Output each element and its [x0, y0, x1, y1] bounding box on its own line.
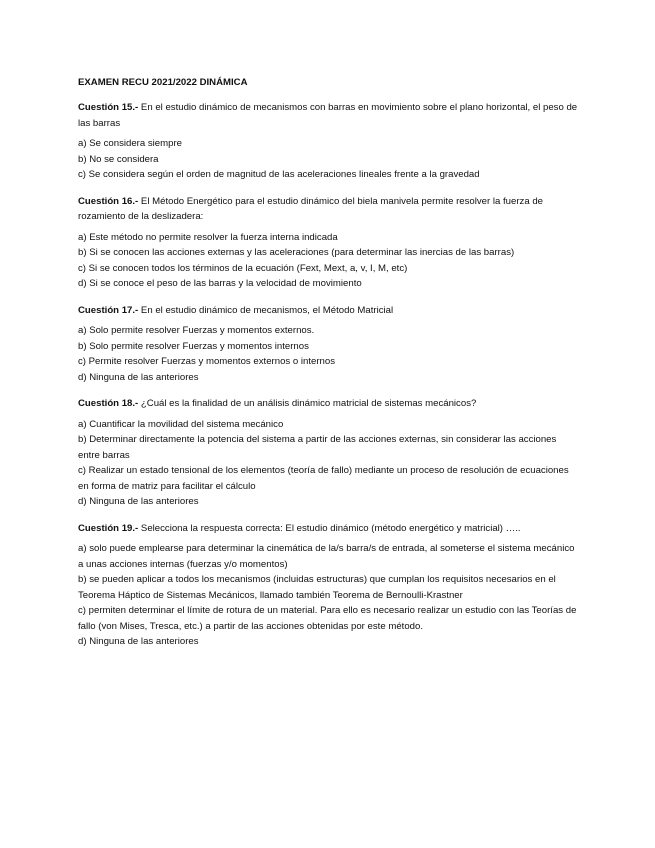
option-d: d) Ninguna de las anteriores	[78, 496, 199, 507]
question-label: Cuestión 17.-	[78, 304, 139, 316]
question-16	[78, 194, 578, 292]
option-a: a) Se considera siempre	[78, 138, 182, 149]
option-b: b) No se considera	[78, 153, 159, 165]
question-stem	[78, 521, 578, 537]
question-label: Cuestión 16.-	[78, 195, 139, 207]
option-c: c) permiten determinar el límite de rotura de un material. Para ello es necesario realizar un estudio con las Teorías de fallo (von Mises, Tresca, etc.) a partir de las acciones obtenidas por este método.	[78, 605, 577, 632]
question-stem	[78, 396, 578, 412]
question-label: Cuestión 19.-	[78, 522, 139, 534]
option-b: b) se pueden aplicar a todos los mecanismos (incluidas estructuras) que cumplan los requisitos necesarios en el Teorema Háptico de Sistemas Mecánicos, llamado también Teorema de Bernoulli-Krastner	[78, 574, 556, 601]
option-c: c) Se considera según el orden de magnitud de las aceleraciones lineales frente a la gravedad	[78, 169, 480, 180]
question-18	[78, 396, 578, 510]
question-label: Cuestión 18.-	[78, 398, 139, 409]
exam-title: EXAMEN RECU 2021/2022 DINÁMICA	[78, 77, 248, 88]
question-15	[78, 100, 578, 183]
option-a: a) Cuantificar la movilidad del sistema mecánico	[78, 418, 284, 430]
option-c: c) Si se conocen todos los términos de la ecuación (Fext, Mext, a, v, I, M, etc)	[78, 262, 408, 274]
question-label: Cuestión 15.-	[78, 102, 139, 113]
question-17	[78, 303, 578, 386]
question-stem	[78, 100, 578, 131]
question-text: En el estudio dinámico de mecanismos con barras en movimiento sobre el plano horizontal, el peso de las barras	[78, 102, 578, 129]
question-text: En el estudio dinámico de mecanismos, el Método Matricial	[138, 304, 394, 316]
question-text: ¿Cuál es la finalidad de un análisis dinámico matricial de sistemas mecánicos?	[138, 398, 477, 409]
option-c: c) Realizar un estado tensional de los elementos (teoría de fallo) mediante un proceso de resolución de ecuaciones en forma de matriz para facilitar el cálculo	[78, 465, 569, 492]
question-stem	[78, 303, 578, 319]
question-stem	[78, 194, 578, 225]
exam-page	[78, 76, 578, 661]
option-b: b) Determinar directamente la potencia del sistema a partir de las acciones externas, sin considerar las acciones entre barras	[78, 434, 557, 461]
option-b: b) Solo permite resolver Fuerzas y momentos internos	[78, 340, 309, 352]
option-d: d) Ninguna de las anteriores	[78, 636, 199, 647]
option-b: b) Si se conocen las acciones externas y las aceleraciones (para determinar las inercias de las barras)	[78, 247, 515, 258]
question-text: El Método Energético para el estudio dinámico del biela manivela permite resolver la fuerza de rozamiento de la deslizadera:	[78, 195, 544, 222]
option-d: d) Ninguna de las anteriores	[78, 371, 199, 383]
option-a: a) Solo permite resolver Fuerzas y momentos externos.	[78, 325, 315, 336]
question-19	[78, 521, 578, 650]
question-text: Selecciona la respuesta correcta: El estudio dinámico (método energético y matricial) …..	[138, 522, 521, 534]
option-d: d) Si se conoce el peso de las barras y la velocidad de movimiento	[78, 278, 362, 289]
option-a: a) Este método no permite resolver la fuerza interna indicada	[78, 231, 338, 243]
option-c: c) Permite resolver Fuerzas y momentos externos o internos	[78, 356, 335, 367]
option-a: a) solo puede emplearse para determinar la cinemática de la/s barra/s de entrada, al someterse el sistema mecánico a unas acciones internas (fuerzas y/o momentos)	[78, 543, 575, 570]
